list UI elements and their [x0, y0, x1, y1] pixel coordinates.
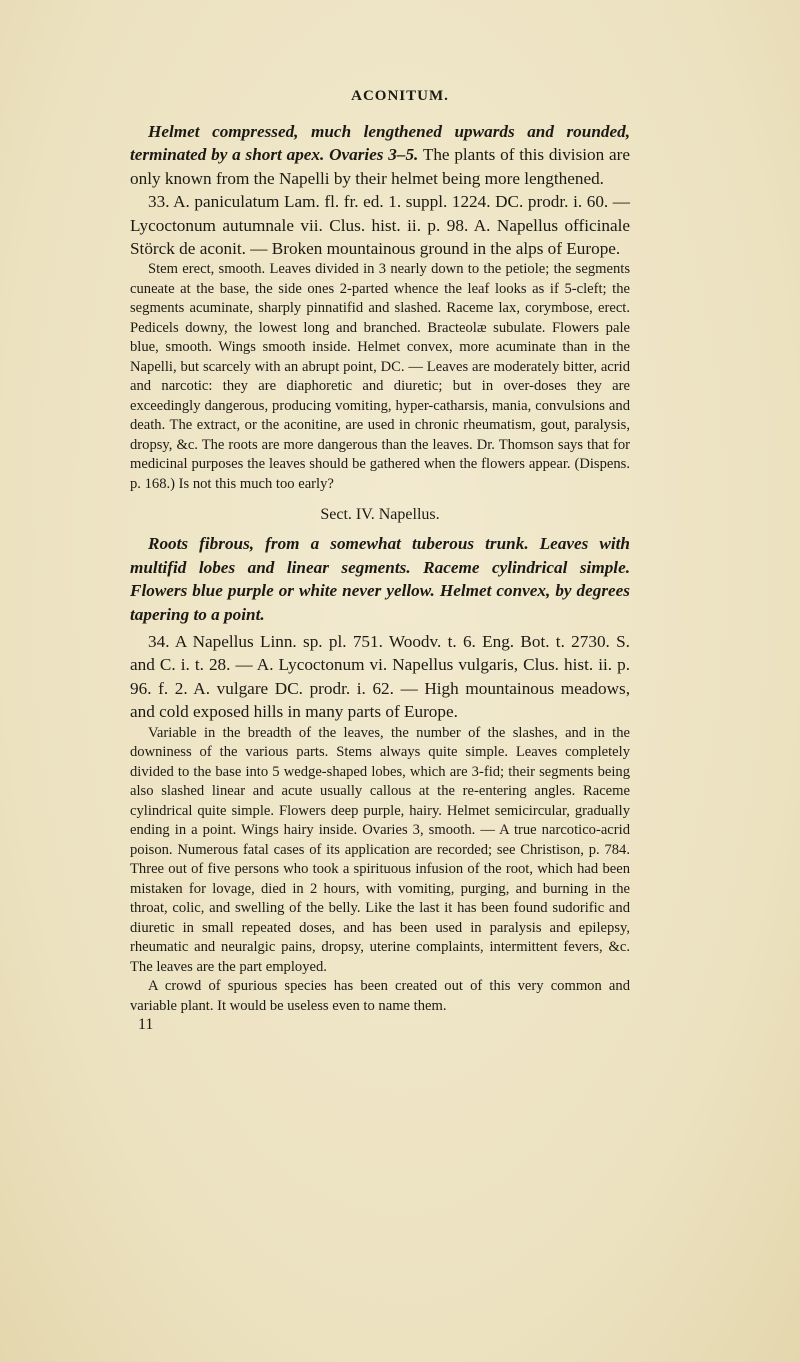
- species-34-note: A crowd of spurious species has been created out of this very common and variable plant. It would be useless even to name them.: [130, 978, 630, 1014]
- page-body: [130, 120, 630, 1034]
- species-34-heading: [130, 630, 630, 724]
- division-diagnosis: Helmet compressed, much lengthened upwards and rounded, terminated by a short apex. Ovaries 3–5.: [130, 122, 630, 165]
- species-34-description: Variable in the breadth of the leaves, the number of the slashes, and in the downiness of the various parts. Stems always quite simple. Leaves completely divided to the base into 5 wedge-shaped lobes, which are 3-fid; their segments being also slashed linear and acute usually callous at the re-entering angles. Raceme cylindrical quite simple. Flowers deep purple, hairy. Helmet semicircular, gradually ending in a point. Wings hairy inside. Ovaries 3, smooth. — A true narcotico-acrid poison. Numerous fatal cases of its application are recorded; see Christison, p. 784. Three out of five persons who took a spirituous infusion of the root, which had been mistaken for lovage, died in 2 hours, with vomiting, purging, and burning in the throat, colic, and swelling of the belly. Like the last it has been found sudorific and diuretic in small repeated doses, and has been used in paralysis and epilepsy, rheumatic and neuralgic pains, dropsy, uterine complaints, intermittent fevers, &c. The leaves are the part employed.: [130, 724, 630, 975]
- division-note: The plants of this division are only known from the Napelli by their helmet being more lengthened.: [130, 145, 630, 188]
- running-header: ACONITUM.: [351, 88, 449, 104]
- species-33-heading: [130, 190, 630, 260]
- species-33-number: 33. A. paniculatum: [148, 192, 280, 212]
- section-heading: Sect. IV. Napellus.: [320, 506, 440, 524]
- division-description: [130, 120, 630, 190]
- species-34-number: 34. A Napellus: [148, 632, 254, 652]
- section-diagnosis: Roots fibrous, from a somewhat tuberous trunk. Leaves with multifid lobes and linear segments. Raceme cylindrical simple. Flowers blue purple or white never yellow. Helmet convex, by degrees tapering to a point.: [130, 534, 630, 624]
- species-34-references: Linn. sp. pl. 751. Woodv. t. 6. Eng. Bot. t. 2730. S. and C. i. t. 28. — A. Lycoctonum vi. Napellus vulgaris, Clus. hist. ii. p. 96. f. 2. A. vulgare DC. prodr. i. 62. — High mountainous meadows, and cold exposed hills in many parts of Europe.: [130, 632, 630, 722]
- signature-mark: 11: [138, 1016, 154, 1034]
- species-33-references: Lam. fl. fr. ed. 1. suppl. 1224. DC. prodr. i. 60. — Lycoctonum autumnale vii. Clus. hist. ii. p. 98. A. Napellus officinale Störck de aconit. — Broken mountainous ground in the alps of Europe.: [130, 192, 630, 259]
- species-33-description: Stem erect, smooth. Leaves divided in 3 nearly down to the petiole; the segments cuneate at the base, the side ones 2-parted whence the leaf looks as if 5-cleft; the segments acuminate, sharply pinnatifid and slashed. Raceme lax, corymbose, erect. Pedicels downy, the lowest long and branched. Bracteolæ subulate. Flowers pale blue, smooth. Wings smooth inside. Helmet convex, more acuminate than in the Napelli, but scarcely with an abrupt point, DC. — Leaves are moderately bitter, acrid and narcotic: they are diaphoretic and diuretic; but in over-doses they are exceedingly dangerous, producing vomiting, hyper-catharsis, mania, convulsions and death. The extract, or the aconitine, are used in chronic rheumatism, gout, paralysis, dropsy, &c. The roots are more dangerous than the leaves. Dr. Thomson says that for medicinal purposes the leaves should be gathered when the flowers appear. (Dispens. p. 168.) Is not this much too early?: [130, 261, 630, 492]
